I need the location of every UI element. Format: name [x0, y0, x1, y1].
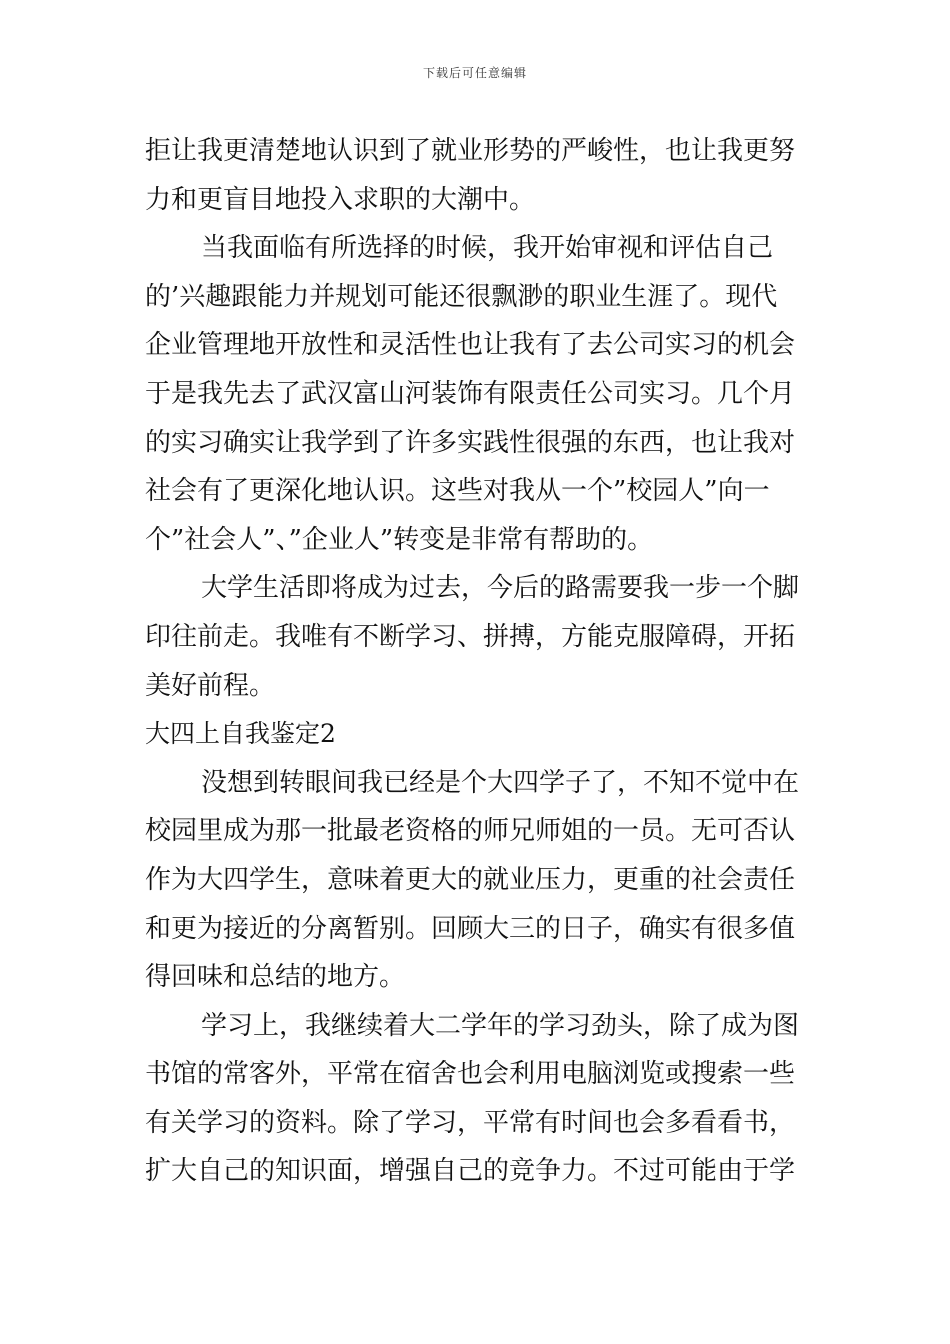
text-line: 社会有了更深化地认识。这些对我从一个”校园人”向一	[145, 476, 770, 507]
text-line: 的实习确实让我学到了许多实践性很强的东西，也让我对	[145, 427, 796, 458]
section-heading: 大四上自我鉴定2	[145, 719, 336, 749]
page-header-note: 下载后可任意编辑	[422, 66, 527, 80]
text-line: 美好前程。	[145, 670, 276, 701]
text-line: 和更为接近的分离暂别。回顾大三的日子，确实有很多值	[145, 913, 796, 944]
text-line: 学习上，我继续着大二学年的学习劲头，除了成为图	[201, 1010, 800, 1041]
text-line: 书馆的常客外，平常在宿舍也会利用电脑浏览或搜索一些	[145, 1059, 796, 1090]
text-line: 校园里成为那一批最老资格的师兄师姐的一员。无可否认	[145, 816, 796, 847]
text-line: 大学生活即将成为过去，今后的路需要我一步一个脚	[201, 573, 800, 604]
document-body	[145, 127, 807, 1196]
text-line: 印往前走。我唯有不断学习、拼搏，方能克服障碍，开拓	[145, 621, 796, 652]
text-line: 作为大四学生，意味着更大的就业压力，更重的社会责任	[145, 864, 796, 895]
text-line: 当我面临有所选择的时候，我开始审视和评估自己	[201, 233, 774, 264]
text-line: 有关学习的资料。除了学习，平常有时间也会多看看书，	[145, 1107, 796, 1138]
text-line: 没想到转眼间我已经是个大四学子了，不知不觉中在	[201, 767, 800, 798]
text-line: 扩大自己的知识面，增强自己的竞争力。不过可能由于学	[145, 1156, 796, 1187]
text-line: 于是我先去了武汉富山河装饰有限责任公司实习。几个月	[145, 378, 796, 409]
text-line: 个”社会人”、”企业人”转变是非常有帮助的。	[145, 524, 654, 555]
text-line: 得回味和总结的地方。	[145, 962, 406, 993]
text-line: 企业管理地开放性和灵活性也让我有了去公司实习的机会	[145, 330, 796, 361]
text-line: 拒让我更清楚地认识到了就业形势的严峻性，也让我更努	[145, 136, 796, 166]
text-line: 力和更盲目地投入求职的大潮中。	[145, 184, 536, 215]
text-line: 的’兴趣跟能力并规划可能还很飘渺的职业生涯了。现代	[145, 281, 778, 312]
